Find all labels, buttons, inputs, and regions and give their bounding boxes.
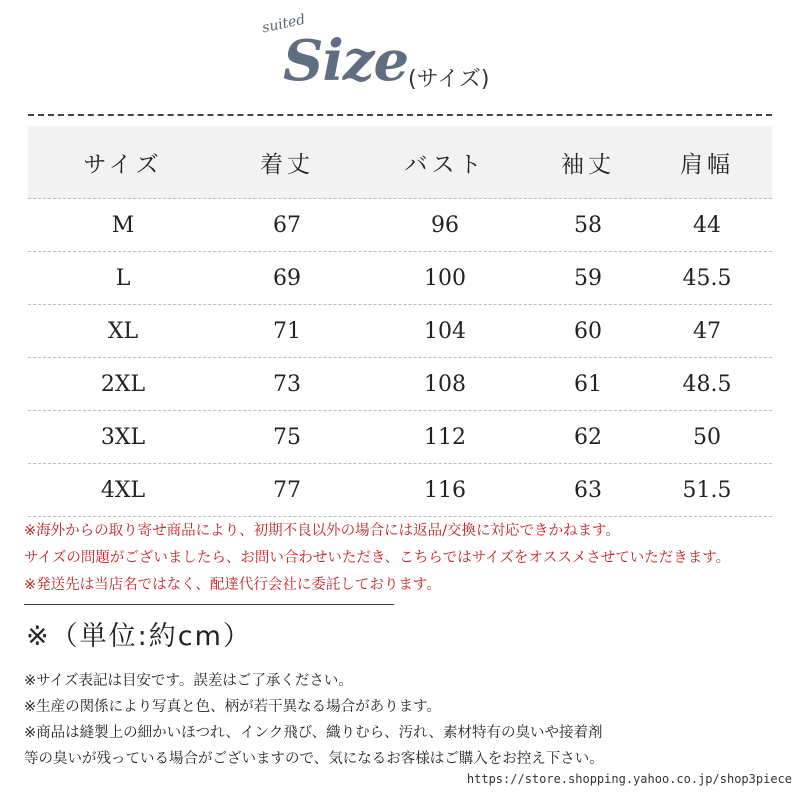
cell-length: 69: [273, 265, 301, 291]
cell-shoulder: 48.5: [682, 371, 732, 397]
cell-size: 4XL: [100, 477, 146, 503]
header-sleeve: 袖丈: [561, 151, 615, 178]
warning-line: ※発送先は当店名ではなく、配達代行会社に委託しております。: [24, 577, 441, 593]
table-row: [28, 252, 772, 305]
size-table: [28, 126, 772, 517]
cell-size: 2XL: [100, 371, 146, 397]
header-bust: バスト: [404, 151, 486, 178]
cell-size: XL: [107, 318, 139, 344]
cell-bust: 108: [424, 371, 466, 397]
cell-sleeve: 59: [574, 265, 602, 291]
cell-length: 77: [273, 477, 301, 503]
cell-length: 75: [273, 424, 301, 450]
cell-bust: 96: [431, 212, 459, 238]
top-divider: [28, 114, 772, 116]
cell-bust: 104: [424, 318, 466, 344]
cell-shoulder: 44: [693, 212, 721, 238]
size-header: [0, 0, 800, 110]
cell-bust: 116: [424, 477, 466, 503]
warning-line: ※海外からの取り寄せ商品により、初期不良以外の場合には返品/交換に対応できかねます。: [24, 523, 620, 539]
table-row: [28, 358, 772, 411]
cell-shoulder: 50: [693, 424, 721, 450]
cell-bust: 100: [424, 265, 466, 291]
warning-line: サイズの問題がございましたら、お問い合わせいただき、こちらではサイズをオススメさせていただきます。: [24, 550, 731, 566]
cell-sleeve: 60: [574, 318, 602, 344]
cell-length: 67: [273, 212, 301, 238]
cell-size: 3XL: [100, 424, 146, 450]
table-row: [28, 411, 772, 464]
cell-size: L: [115, 265, 131, 291]
cell-shoulder: 47: [693, 318, 721, 344]
cell-sleeve: 63: [574, 477, 602, 503]
size-subtitle: (サイズ): [408, 67, 490, 92]
cell-size: M: [111, 212, 135, 238]
header-size: サイズ: [83, 151, 163, 178]
suited-tag: suited: [260, 11, 307, 37]
note-line: 等の臭いが残っている場合がございますので、気になるお客様はご購入をお控え下さい。: [24, 751, 604, 767]
table-row: [28, 464, 772, 517]
cell-bust: 112: [424, 424, 466, 450]
table-row: [28, 305, 772, 358]
size-title: Size: [283, 28, 409, 94]
store-url: https://store.shopping.yahoo.co.jp/shop3piece: [466, 772, 792, 786]
cell-shoulder: 45.5: [682, 265, 732, 291]
cell-shoulder: 51.5: [682, 477, 732, 503]
table-row: [28, 199, 772, 252]
cell-length: 71: [273, 318, 301, 344]
section-divider: [24, 604, 394, 605]
size-notes: [24, 668, 794, 772]
header-shoulder: 肩幅: [680, 151, 734, 178]
note-line: ※商品は縫製上の細かいほつれ、インク飛び、織りむら、汚れ、素材特有の臭いや接着剤: [24, 725, 603, 741]
cell-sleeve: 58: [574, 212, 602, 238]
cell-sleeve: 61: [574, 371, 602, 397]
note-line: ※サイズ表記は目安です。誤差はご了承ください。: [24, 673, 353, 689]
unit-label: ※（単位:約cm）: [26, 621, 252, 652]
cell-length: 73: [273, 371, 301, 397]
note-line: ※生産の関係により写真と色、柄が若干異なる場合があります。: [24, 699, 441, 715]
warning-notes: [24, 518, 784, 599]
cell-sleeve: 62: [574, 424, 602, 450]
table-header-row: [28, 126, 772, 199]
header-length: 着丈: [260, 151, 314, 178]
